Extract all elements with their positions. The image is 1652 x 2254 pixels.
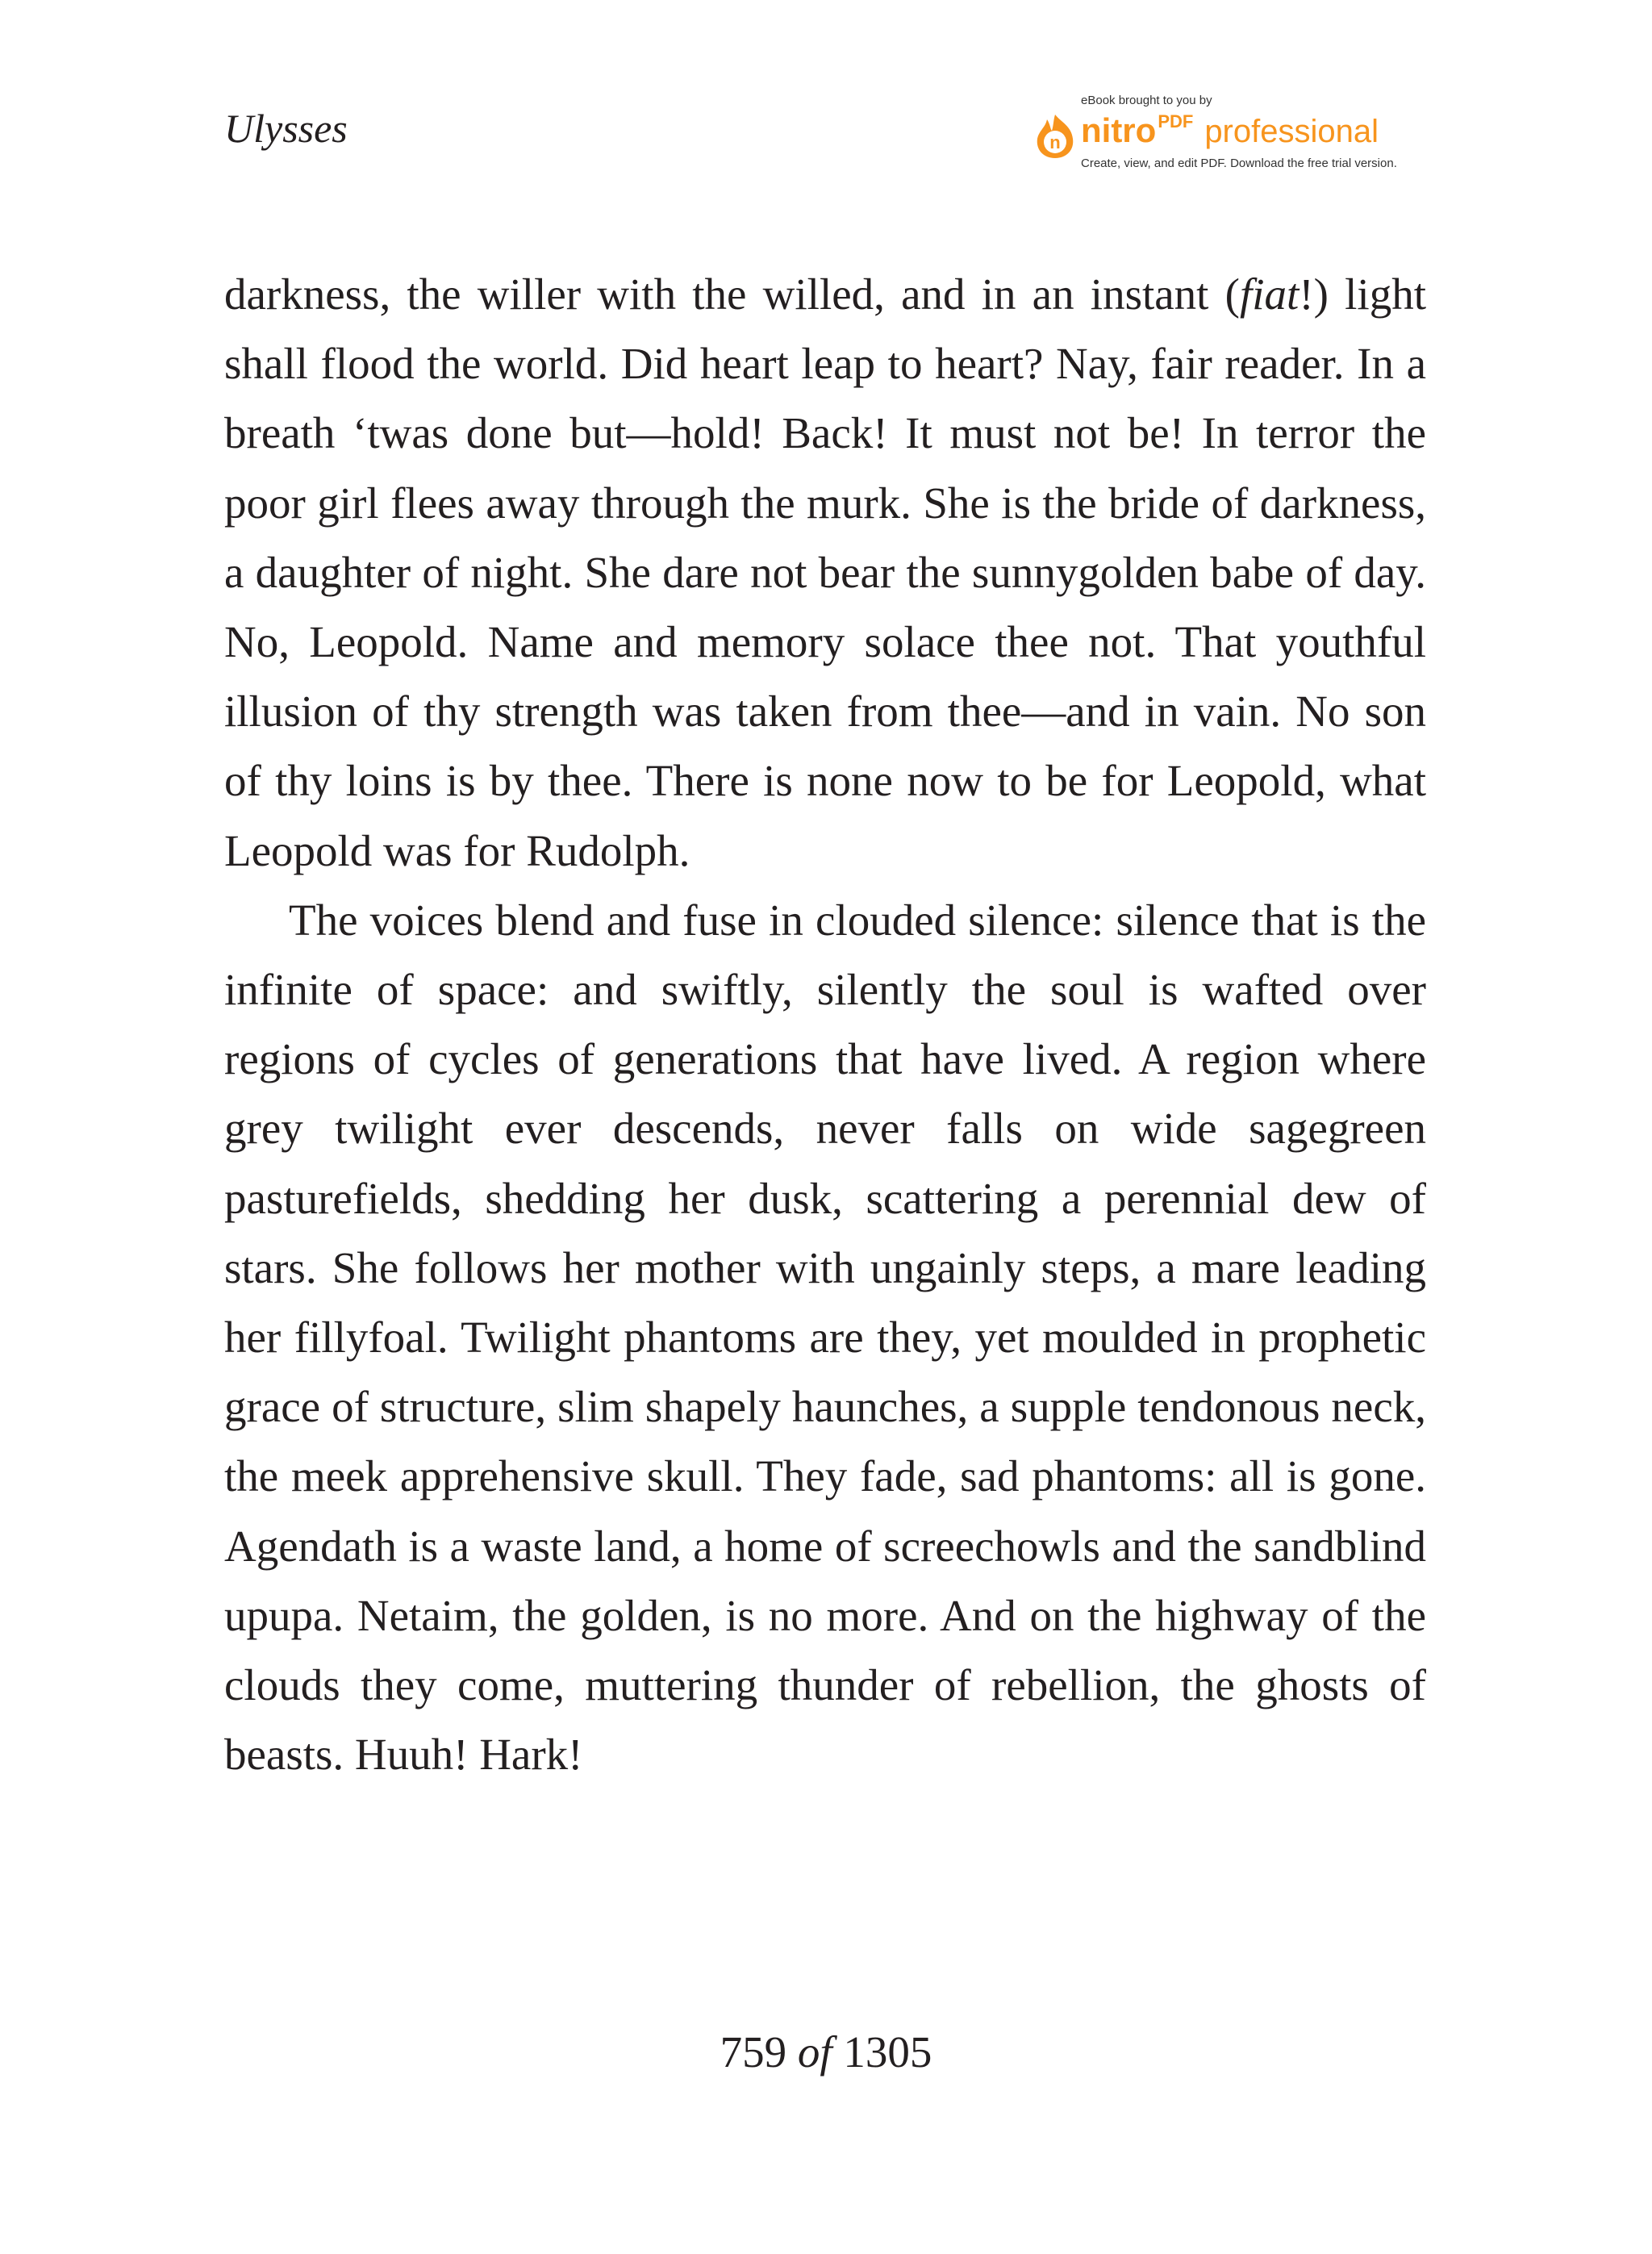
page-total: 1305 — [843, 2027, 932, 2077]
page-separator: of — [797, 2027, 832, 2077]
paragraph — [224, 260, 1426, 886]
svg-text:n: n — [1049, 132, 1061, 152]
page-current: 759 — [720, 2027, 787, 2077]
paragraph-text: darkness, the willer with the willed, and in an instant ( — [224, 269, 1240, 319]
paragraph-text: !) light shall flood the world. Did heart leap to heart? Nay, fair reader. In a breath ‘twas done but—hold! Back! It must not be! In terror the poor girl flees away through the murk. She is the bride of darkness, a daughter of night. She dare not bear the sunnygolden babe of day. No, Leopold. Name and memory solace thee not. That youthful illusion of thy strength was taken from thee—and in vain. No son of thy loins is by thee. There is none now to be for Leopold, what Leopold was for Rudolph. — [224, 269, 1426, 875]
promo-brand — [1081, 111, 1379, 150]
brand-pdf-superscript: PDF — [1158, 111, 1194, 131]
brand-professional: professional — [1204, 114, 1379, 149]
promo-tagline: eBook brought to you by — [1081, 94, 1212, 107]
paragraph: The voices blend and fuse in clouded silence: silence that is the infinite of space: and swiftly, silently the soul is wafted over regions of cycles of generations that have lived. A region where grey twilight ever descends, never falls on wide sagegreen pasturefields, shedding her dusk, scattering a perennial dew of stars. She follows her mother with ungainly steps, a mare leading her fillyfoal. Twilight phantoms are they, yet moulded in prophetic grace of structure, slim shapely haunches, a supple tendonous neck, the meek apprehensive skull. They fade, sad phantoms: all is gone. Agendath is a waste land, a home of screechowls and the sandblind upupa. Netaim, the golden, is no more. And on the highway of the clouds they come, muttering thunder of rebellion, the ghosts of beasts. Huuh! Hark! — [224, 895, 1426, 1780]
book-body-text — [224, 260, 1426, 1789]
book-title: Ulysses — [224, 106, 348, 151]
italic-word: fiat — [1239, 269, 1299, 319]
page-number — [0, 2027, 1652, 2077]
promo-subtext: Create, view, and edit PDF. Download the free trial version. — [1081, 157, 1397, 170]
nitro-flame-logo-icon — [1031, 111, 1079, 160]
brand-nitro: nitro — [1081, 111, 1157, 149]
